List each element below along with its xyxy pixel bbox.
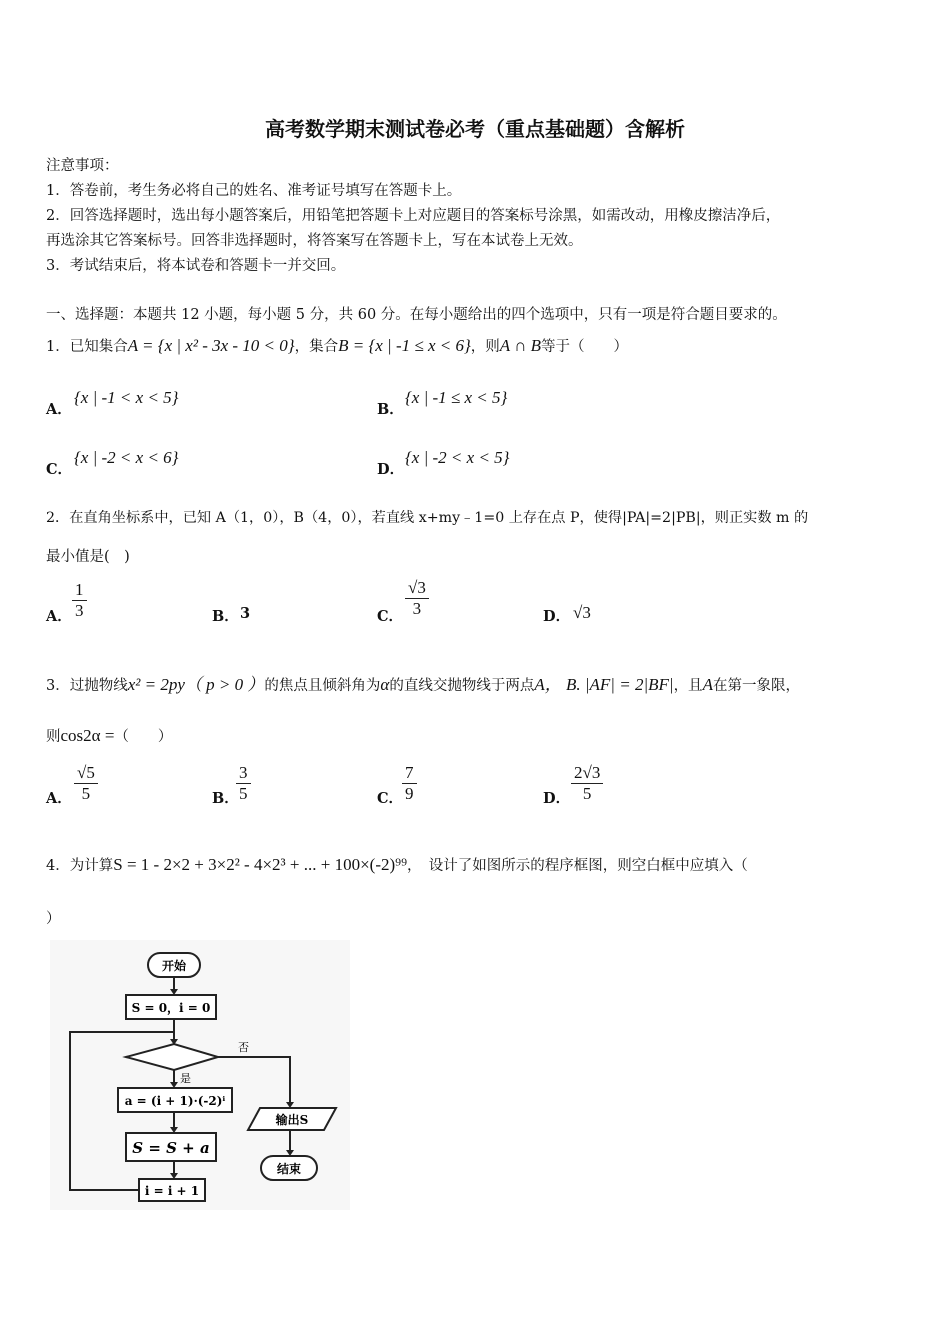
q3-point-a: A	[702, 675, 713, 694]
q1-option-c: {x | -2 < x < 6}	[74, 448, 179, 467]
q1-option-d: {x | -2 < x < 5}	[405, 448, 510, 467]
q3-text: 的直线交抛物线于两点	[389, 678, 535, 694]
flow-step-3-label: i = i + 1	[144, 1184, 200, 1198]
q3-cos: cos2α =	[60, 726, 115, 745]
q1-text: ，则	[470, 339, 500, 355]
notice-item: 1．答卷前，考生务必将自己的姓名、准考证号填写在答题卡上。	[46, 183, 462, 199]
q3-option-c: $\frac{7}{9}$	[402, 763, 417, 804]
q2-line-2: 最小值是( )	[46, 549, 130, 565]
q3-option-c-label: C．	[377, 790, 404, 807]
q1-text: 1．已知集合	[46, 339, 128, 355]
notice-heading: 注意事项：	[46, 158, 119, 174]
question-3	[46, 670, 800, 701]
flow-output-label: 输出S	[275, 1113, 309, 1127]
q3-line-2	[46, 725, 172, 746]
q1-option-a-label: A．	[46, 401, 72, 418]
q1-option-a: {x | -1 < x < 5}	[74, 388, 179, 407]
section-header: 一、选择题：本题共 12 小题，每小题 5 分，共 60 分。在每小题给出的四个选项中，只有一项是符合题目要求的。	[46, 307, 787, 323]
q2-option-b: 3	[240, 605, 251, 622]
q2-line-1: 2．在直角坐标系中，已知 A（1，0），B（4，0），若直线 x+my﹣1=0 上存在点 P，使得|PA|=2|PB|，则正实数 m 的	[46, 510, 809, 526]
q3-option-a: $\frac{√5}{5}$	[74, 763, 98, 804]
flow-step-1-label: a = (i + 1)·(-2)ⁱ	[124, 1094, 226, 1108]
q2-option-c-label: C．	[377, 608, 404, 625]
q3-text: （ ）	[114, 729, 173, 745]
q4-text: 4．为计算	[46, 858, 114, 874]
q3-condition: （ p > 0 ）	[184, 675, 265, 694]
q1-text: 等于（ ）	[541, 339, 629, 355]
q3-relation: . |AF| = 2|BF|	[576, 675, 674, 694]
q3-text: 3．过抛物线	[46, 678, 128, 694]
q3-text: 则	[46, 729, 61, 745]
q1-option-b-label: B．	[377, 401, 404, 418]
flow-step-2-label: S = S + a	[132, 1139, 210, 1157]
q3-option-d-label: D．	[543, 790, 571, 807]
question-4	[46, 850, 748, 881]
q3-text: 的焦点且倾斜角为	[264, 678, 381, 694]
q2-option-c: $\frac{√3}{3}$	[405, 578, 429, 619]
q4-line-2: ）	[46, 911, 61, 927]
flow-init-label: S = 0，i = 0	[131, 1001, 211, 1015]
q1-text: ，集合	[294, 339, 339, 355]
q3-text: 在第一象限，	[712, 678, 800, 694]
flowchart	[50, 940, 350, 1210]
q2-option-d-label: D．	[543, 608, 571, 625]
q2-option-a: $\frac{1}{3}$	[72, 580, 87, 621]
q1-option-c-label: C．	[46, 461, 73, 478]
notice-item: 2．回答选择题时，选出每小题答案后，用铅笔把答题卡上对应题目的答案标号涂黑，如需改动，用橡皮擦洁净后，	[46, 208, 781, 224]
q2-option-d: √3	[573, 603, 591, 622]
q3-option-d: $\frac{2√3}{5}$	[571, 763, 603, 804]
q3-option-b-label: B．	[212, 790, 239, 807]
notice-item: 3．考试结束后，将本试卷和答题卡一并交回。	[46, 258, 346, 274]
notice-item: 再选涂其它答案标号。回答非选择题时，将答案写在答题卡上，写在本试卷上无效。	[46, 233, 583, 249]
q3-option-b: $\frac{3}{5}$	[236, 763, 251, 804]
q1-option-b: {x | -1 ≤ x < 5}	[405, 388, 508, 407]
q3-points: A， B	[534, 675, 577, 694]
question-1	[46, 332, 628, 361]
page-title: 高考数学期末测试卷必考（重点基础题）含解析	[265, 117, 685, 141]
flow-no-label: 否	[238, 1041, 249, 1054]
q2-option-a-label: A．	[46, 608, 72, 625]
q4-formula: S = 1 - 2×2 + 3×2² - 4×2³ + ... + 100×(-2)⁹⁹	[113, 855, 407, 874]
q4-text: ， 设计了如图所示的程序框图，则空白框中应填入（	[407, 858, 748, 874]
flow-end-label: 结束	[276, 1162, 302, 1176]
q3-text: ，且	[673, 678, 703, 694]
flow-yes-label: 是	[180, 1072, 191, 1085]
q3-equation: x² = 2py	[127, 675, 185, 694]
q1-option-d-label: D．	[377, 461, 405, 478]
q2-option-b-label: B．	[212, 608, 239, 625]
q3-option-a-label: A．	[46, 790, 72, 807]
q1-expr: A ∩ B	[499, 336, 542, 355]
flow-start-label: 开始	[161, 959, 187, 973]
q1-set-a: A = {x | x² - 3x - 10 < 0}	[127, 336, 295, 355]
q3-alpha: α	[380, 675, 390, 694]
q1-set-b: B = {x | -1 ≤ x < 6}	[338, 336, 471, 355]
